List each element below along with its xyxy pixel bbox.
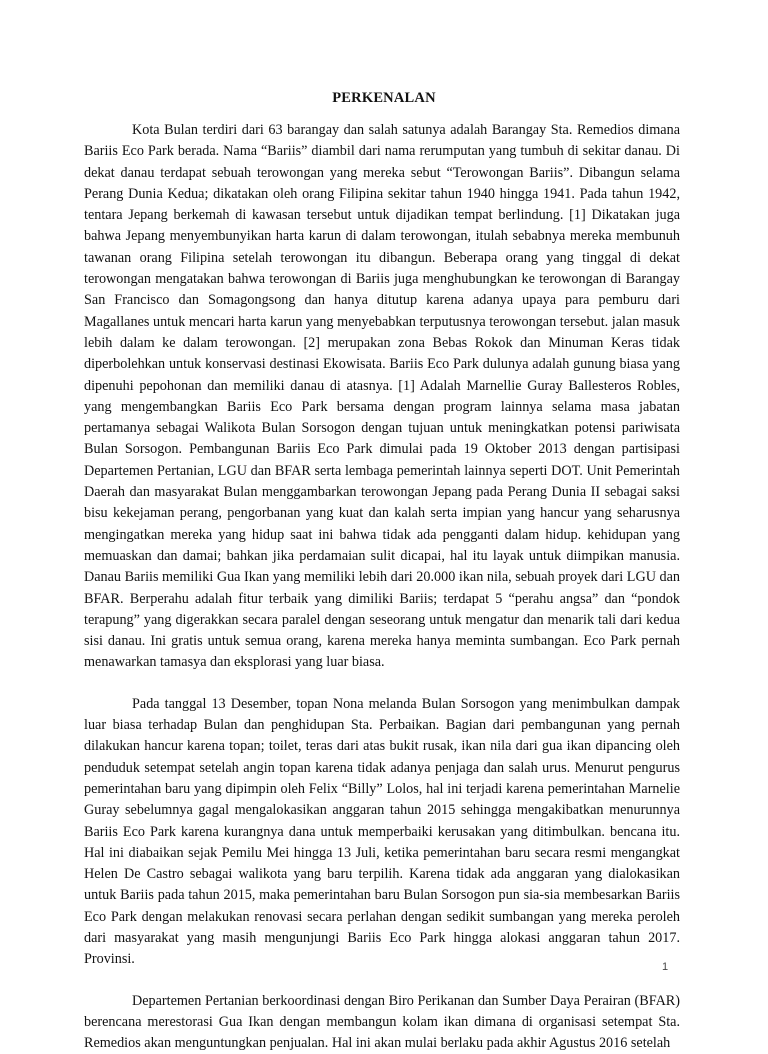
paragraph-2: Pada tanggal 13 Desember, topan Nona melanda Bulan Sorsogon yang menimbulkan dampak luar biasa terhadap Bulan dan penghidupan Sta. Perbaikan. Bagian dari pembangunan yang pernah dilakukan hancur karena topan; toilet, teras dari atas bukit rusak, ikan nila dari gua ikan dipancing oleh penduduk setempat setelah angin topan karena tidak adanya penjaga dan salah urus. Menurut pengurus pemerintahan baru yang dipimpin oleh Felix “Billy” Lolos, hal ini terjadi karena pemerintahan Marnelie Guray sebelumnya gagal mengalokasikan anggaran tahun 2015 sehingga mengakibatkan menurunnya Bariis Eco Park karena kurangnya dana untuk memperbaiki kerusakan yang ditimbulkan. bencana itu. Hal ini diabaikan sejak Pemilu Mei hingga 13 Juli, ketika pemerintahan baru secara resmi mengangkat Helen De Castro sebagai walikota yang baru terpilih. Karena tidak ada anggaran yang dialokasikan untuk Bariis pada tahun 2015, maka pemerintahan baru Bulan Sorsogon pun sia-sia membesarkan Bariis Eco Park dengan melakukan renovasi secara perlahan dengan sedikit sumbangan yang mereka peroleh dari masyarakat yang masih mengunjungi Bariis Eco Park hingga alokasi anggaran tahun 2017. Provinsi. xyxy=(84,695,680,968)
paragraph-1: Kota Bulan terdiri dari 63 barangay dan salah satunya adalah Barangay Sta. Remedios dimana Bariis Eco Park berada. Nama “Bariis” diambil dari nama rerumputan yang tumbuh di sekitar danau. Di dekat danau terdapat sebuah terowongan yang mereka sebut “Terowongan Bariis”. Dibangun selama Perang Dunia Kedua; dikatakan oleh orang Filipina sekitar tahun 1940 hingga 1941. Pada tahun 1942, tentara Jepang berkemah di kawasan tersebut untuk dijadikan tempat berlindung. [1] Dikatakan juga bahwa Jepang menyembunyikan harta karun di dalam terowongan, itulah sebabnya mereka membunuh tawanan orang Filipina setelah terowongan itu dibangun. Beberapa orang yang tinggal di dekat terowongan mengatakan bahwa terowongan di Bariis juga menghubungkan ke terowongan di Barangay San Francisco dan Somagongsong dan hanya ditutup karena adanya upaya para pemburu dari Magallanes untuk mencari harta karun yang menyebabkan terputusnya terowongan tersebut. jalan masuk lebih dalam ke dalam terowongan. [2] merupakan zona Bebas Rokok dan Minuman Keras tidak diperbolehkan untuk konservasi destinasi Ekowisata. Bariis Eco Park dulunya adalah gunung biasa yang dipenuhi pepohonan dan memiliki danau di atasnya. [1] Adalah Marnellie Guray Ballesteros Robles, yang mengembangkan Bariis Eco Park bersama dengan program lainnya selama masa jabatan pertamanya sebagai Walikota Bulan Sorsogon dengan tujuan untuk meningkatkan potensi pariwisata Bulan Sorsogon. Pembangunan Bariis Eco Park dimulai pada 19 Oktober 2013 dengan partisipasi Departemen Pertanian, LGU dan BFAR serta lembaga pemerintah lainnya seperti DOT. Unit Pemerintah Daerah dan masyarakat Bulan menggambarkan terowongan Jepang pada Perang Dunia II sebagai saksi bisu kekejaman perang, pengorbanan yang kuat dan kalah serta impian yang hancur yang seharusnya mengingatkan mereka yang hidup saat ini bahwa tidak ada pengganti dalam hidup. kehidupan yang memuaskan dan damai; bahkan jika perdamaian sulit dicapai, hal itu layak untuk diimpikan manusia. Danau Bariis memiliki Gua Ikan yang memiliki lebih dari 20.000 ikan nila, sebuah proyek dari LGU dan BFAR. Berperahu adalah fitur terbaik yang dimiliki Bariis; terdapat 5 “perahu angsa” dan “pondok terapung” yang digerakkan secara paralel dengan seseorang untuk mengatur dan menarik tali dari kedua sisi danau. Ini gratis untuk semua orang, karena mereka hanya meminta sumbangan. Eco Park pernah menawarkan tamasya dan eksplorasi yang luar biasa. xyxy=(84,122,680,671)
document-title: PERKENALAN xyxy=(332,90,436,106)
document-body xyxy=(84,120,680,1054)
page-number: 1 xyxy=(662,961,669,973)
paragraph-3: Departemen Pertanian berkoordinasi dengan Biro Perikanan dan Sumber Daya Perairan (BFAR) berencana merestorasi Gua Ikan dengan membangun kolam ikan dimana di organisasi setempat Sta. Remedios akan menguntungkan penjualan. Hal ini akan mulai berlaku pada akhir Agustus 2016 setelah xyxy=(84,992,680,1052)
